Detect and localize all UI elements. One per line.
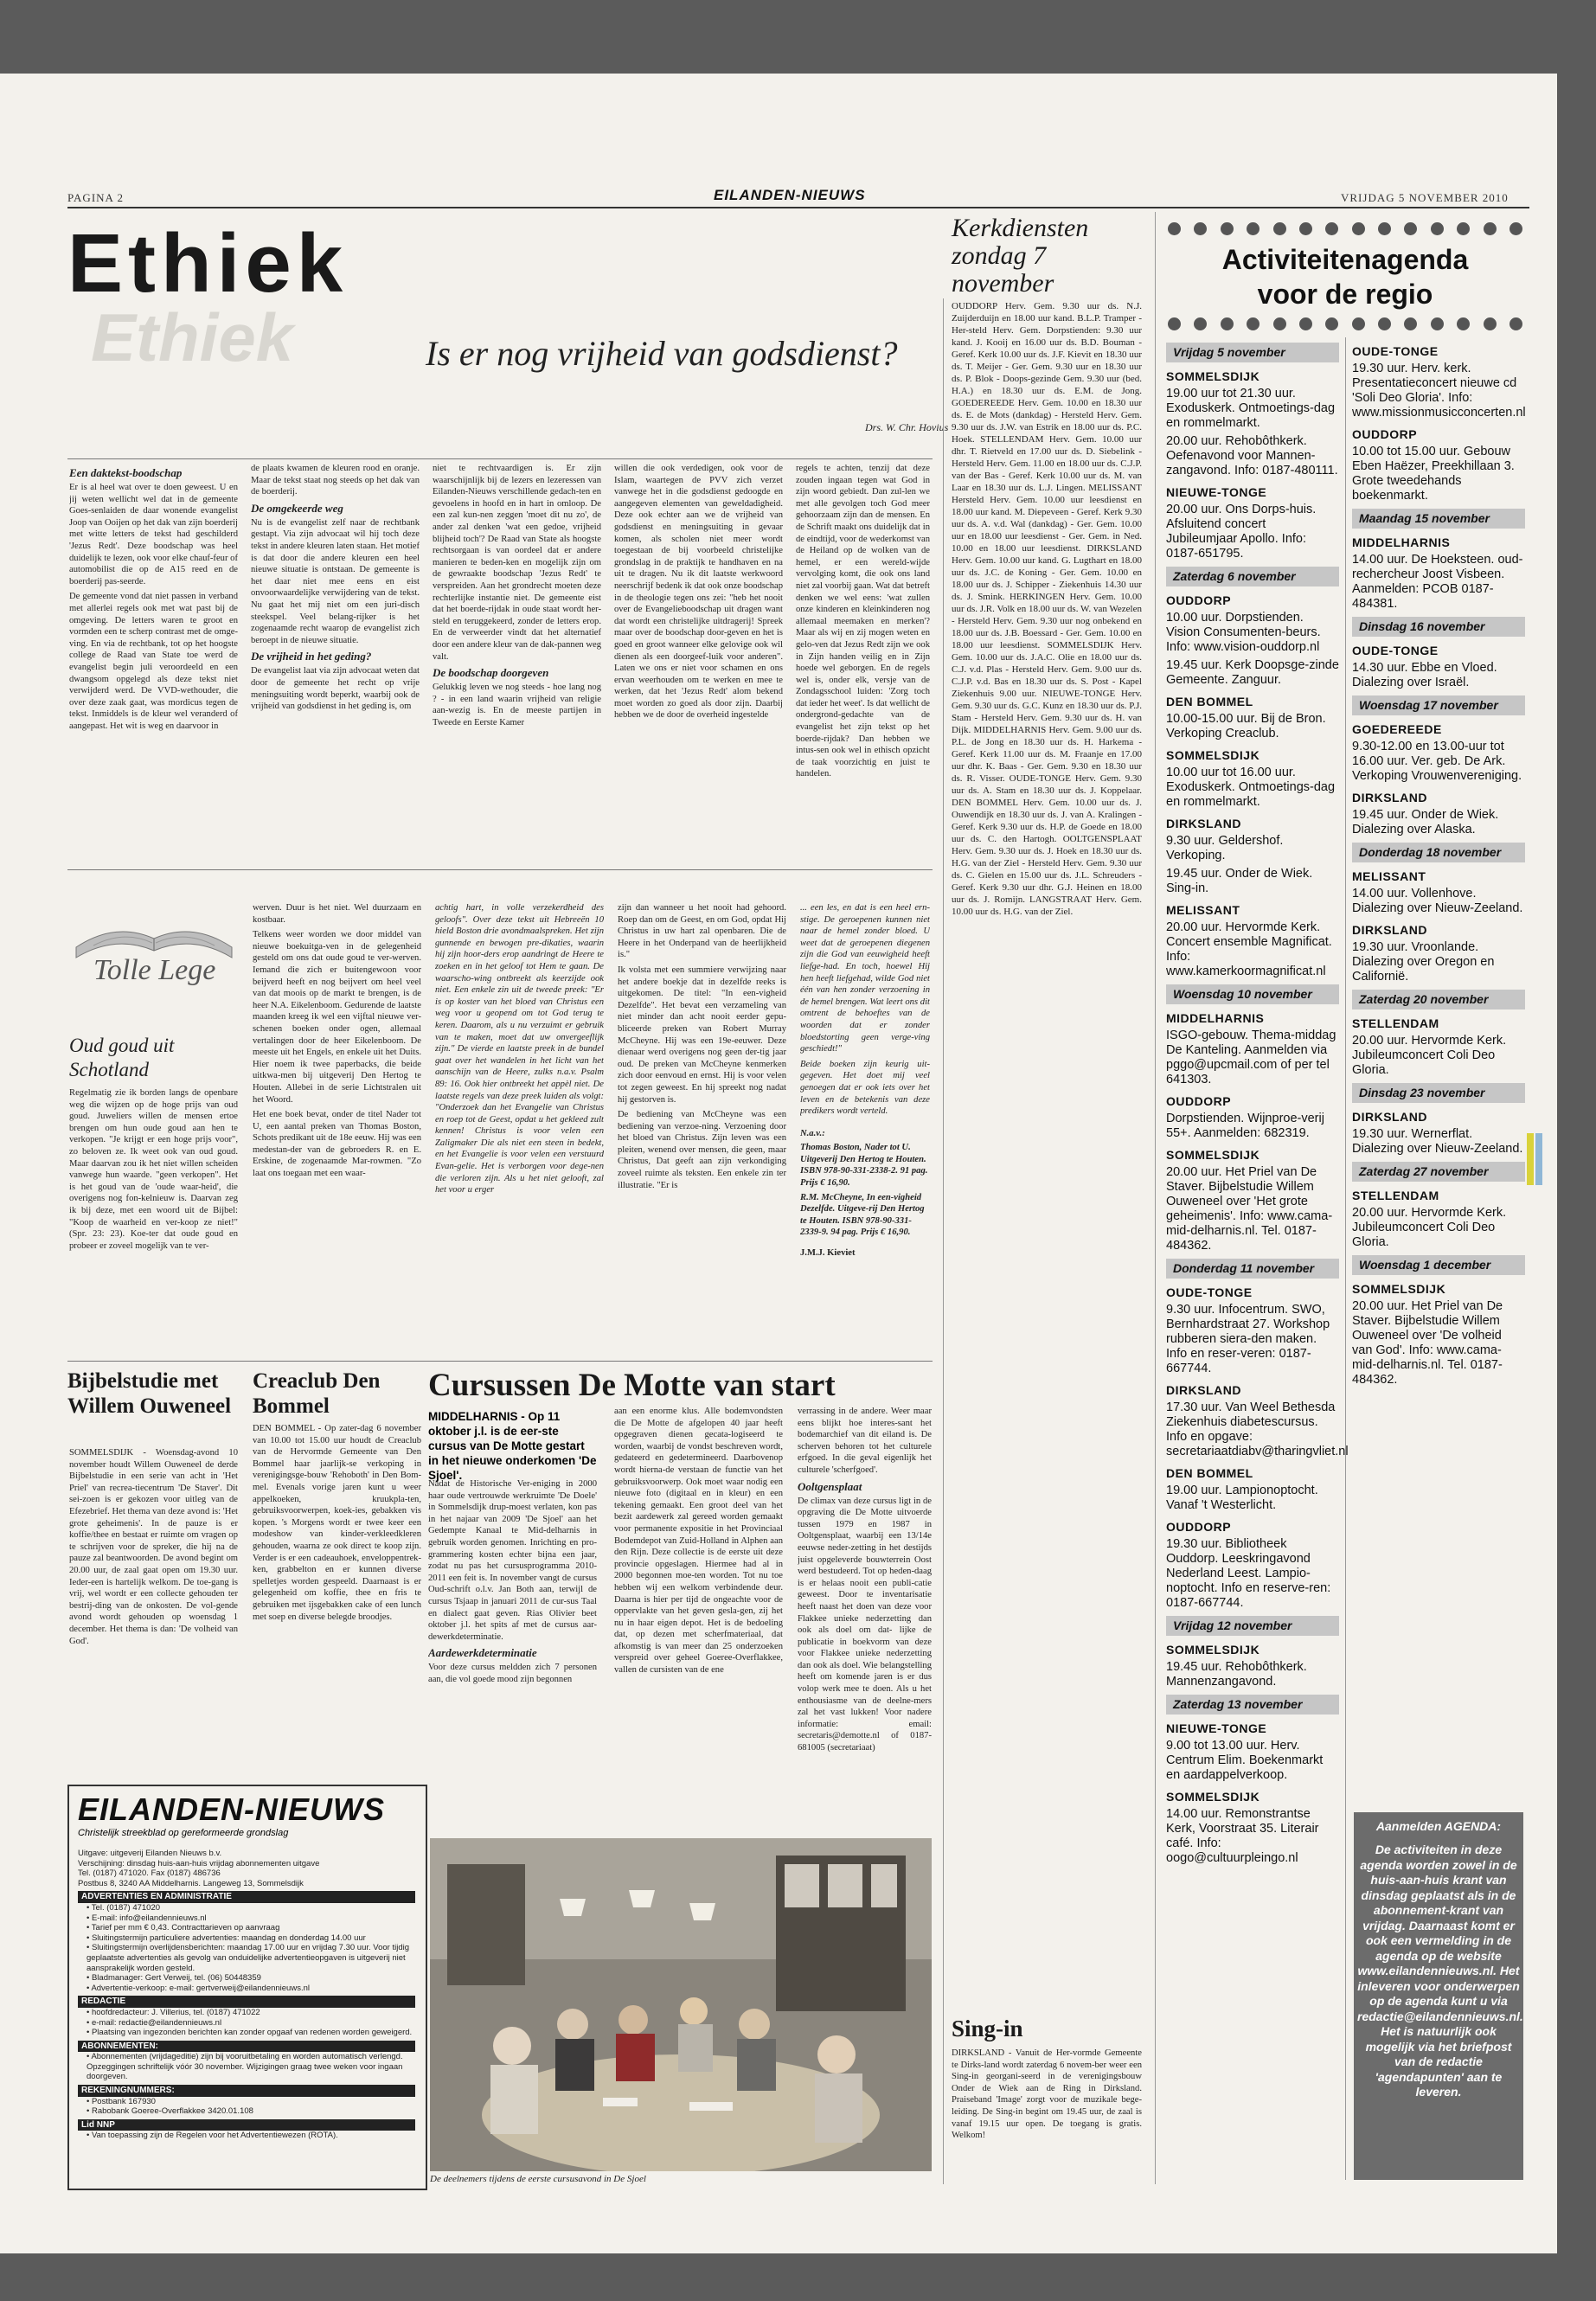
colophon-item: • e-mail: redactie@eilandennieuws.nl (87, 2017, 222, 2028)
paragraph: Regelmatig zie ik borden langs de openbare weg die wijzen op de hoge prijs van oud goud. Juweliers willen de mensen ertoe brengen om hun oude goud aan hen te verkopen. "Je krijgt er een hoge prijs voor", zo beloven ze. Ik weet ook van oud goud. Maar daarvan zou ik het niet willen scheiden vanwege hun waarde. "geen verkopen". Het is het goud van de 'oude waar-heid', die overigens nog fon-kelnieuw is. Daarvan zeg ik bij deze, met een woord uit de Bijbel: "Koop de waarheid en ver-koop ze niet!" (Spr. 23: 23). Koe-ter dat oude goud en probeer er zoveel mogelijk van te ver- (69, 1088, 238, 1251)
agenda-date: Woensdag 17 november (1352, 695, 1525, 715)
agenda-place: SOMMELSDIJK (1352, 1282, 1446, 1296)
agenda-entry: 19.30 uur. Vroonlande. Dialezing over Oregon en Californië. (1352, 940, 1495, 984)
motte-lead: MIDDELHARNIS - Op 11 oktober j.l. is de eer-ste cursus van De Motte gestart in het nieuwe onderkomen 'De Sjoel'. (428, 1410, 597, 1482)
agenda-place: STELLENDAM (1352, 1016, 1439, 1030)
agenda-entry: 20.00 uur. Hervormde Kerk. Jubileumconcert Coli Deo Gloria. (1352, 1034, 1507, 1077)
tolle-col-4 (618, 902, 786, 1352)
photo-caption: De deelnemers tijdens de eerste cursusavond in De Sjoel (430, 2174, 646, 2184)
page-label: PAGINA 2 (67, 191, 124, 204)
agenda-entry: 10.00-15.00 uur. Bij de Bron. Verkoping Creaclub. (1166, 712, 1326, 740)
colophon-section-head: Lid NNP (78, 2119, 415, 2131)
ethiek-headline: Is er nog vrijheid van godsdienst? (426, 334, 898, 373)
agenda-date: Donderdag 18 november (1352, 843, 1525, 862)
subheading: Een daktekst-boodschap (69, 466, 183, 479)
motte-col-3 (798, 1406, 932, 1834)
agenda-place: DIRKSLAND (1352, 791, 1427, 804)
agenda-date: Dinsdag 23 november (1352, 1083, 1525, 1103)
paragraph: Er is al heel wat over te doen geweest. U en jij weten wellicht wel dat in de gemeente Goes-senlaiden de daar wonende evangelist Joop van Ooijen op het dak van zijn boerderij met witte letters de tekst had geschilderd 'Jezus Redt'. Deze boodschap was heel duidelijk te lezen, ook voor elke chauf-feur of automobilist die op de A15 reed en de boerderij pas-seerde. (69, 483, 238, 586)
agenda-place: SOMMELSDIJK (1166, 748, 1260, 762)
book-1: Thomas Boston, Nader tot U. Uitgeverij Den Hertog te Houten. ISBN 978-90-331-2338-2. 91 pag. Prijs € 16,90. (800, 1143, 928, 1189)
agenda-date: Zaterdag 20 november (1352, 990, 1525, 1009)
paragraph: regels te achten, tenzij dat deze zouden ingaan tegen wat God in zijn woord gebiedt. Dan zul-len we met alle gevolgen toch God meer gehoorzaam zijn dan de mensen. En de Schrift maakt ons duidelijk dat in de eindtijd, voor de wederkomst van de Heiland op de wolken van de hemel, er een wereld-wijde vervolging komt, die ook ons land niet zal voorbij gaan. Wat dat betreft denken we wel eens: 'wat zullen onze kinderen en kleinkinderen nog allemaal meemaken en merken'? Maar als wij en zij mogen weten en gelo-ven dat Jezus Redt zijn we ook in Zijn handen veilig en in Zijn hoede wel geborgen. En de regels wel is, onder elk, versje van de Zondagsschool luiden: 'Zorg toch dat ieder het weet'. Is dat wellicht de ondergrond-gedachte van de evangelist het zijn tekst op het boerde-rijdak? Dan hebben we intus-sen ook wel in ethisch opzicht de taak voorzichtig en juist te handelen. (796, 464, 930, 779)
agenda-place: MIDDELHARNIS (1166, 1011, 1265, 1025)
colophon-item: • Sluitingstermijn particuliere advertenties: maandag en donderdag 14.00 uur (87, 1932, 366, 1943)
agenda-entry: 10.00 uur tot 16.00 uur. Exoduskerk. Ontmoetings-dag en rommelmarkt. (1166, 766, 1336, 809)
paragraph: Voor deze cursus meldden zich 7 personen aan, die vol goede mood zijn begonnen (428, 1663, 597, 1684)
agenda-place: MELISSANT (1166, 903, 1240, 917)
tolle-col-3 (435, 902, 604, 1352)
colophon-line: Uitgave: uitgeverij Eilanden Nieuws b.v. (78, 1849, 222, 1858)
bijbel-text: SOMMELSDIJK - Woensdag-avond 10 november houdt Willem Ouweneel de derde Bijbelstudie in een serie van acht in 'Het Priel' van recrea-tiecentrum 'De Staver'. Dit sei-zoen is er gekozen voor uitleg van de Efezebrief. Het thema van deze avond is: 'Het grote geheimenis'. In de pauze is er koffie/thee en bestaat er ruimte om vragen op te schrijven voor de spreker, die hij na de pauze zal beantwoorden. De avond begint om 20.00 uur, de zaal gaat open om 19.30 uur. Ieder-een is hartelijk welkom. De toe-gang is vrij, wel wordt er een collecte gehouden ter bestrij-ding van de onkosten. De vol-gende avond wordt gehouden op woensdag 1 december. Het thema is dan: 'De volheid van God'. (69, 1448, 238, 1646)
agenda-date: Zaterdag 6 november (1166, 567, 1339, 586)
agenda-col-1 (1166, 337, 1349, 1869)
course-photo (430, 1838, 932, 2171)
motte-col-2 (614, 1406, 783, 1834)
agenda-entry: 19.30 uur. Herv. kerk. Presentatieconcert nieuwe cd 'Soli Deo Gloria'. Info: www.missionmusicconcerten.nl (1352, 362, 1526, 420)
colophon-line: Postbus 8, 3240 AA Middelharnis. Langeweg 13, Sommelsdijk (78, 1878, 304, 1888)
bijbel-title: Bijbelstudie met Willem Ouweneel (67, 1369, 232, 1418)
creaclub-title: Creaclub Den Bommel (253, 1369, 381, 1418)
agenda-place: OUDDORP (1166, 1094, 1232, 1108)
tolle-lege-title: Tolle Lege (93, 954, 216, 986)
agenda-date: Maandag 15 november (1352, 509, 1525, 529)
colophon-section-head: REDACTIE (78, 1996, 415, 2008)
subheading: De omgekeerde weg (251, 501, 343, 515)
agenda-entry: 14.00 uur. Remonstrantse Kerk, Voorstraat 35. Literair café. Info: oogo@cultuurpleingo.nl (1166, 1807, 1319, 1865)
agenda-date: Woensdag 1 december (1352, 1255, 1525, 1275)
ethiek-col-4 (614, 463, 783, 861)
paragraph: De climax van deze cursus ligt in de opgraving die De Motte uitvoerde tussen 1979 en 1987 in Ooltgensplaat, waarbij een 13/14e eeuwse neder-zetting in het destijds juist opgeleverde bouwterrein Oost werd bestudeerd. Tot op heden-daag is er helaas nooit een publi-catie geweest. Door te inventarisatie heeft naast het doen van deze voor Flakkee unieke nederzetting dan ook als doel om dat- lijke de publicatie in boekvorm van deze voor Flakkee unieke nederzetting dan ook als doel. Wie belangstelling heeft om komende jaren is er dus volop werk mee te doen. Als u het enthousiasme van de deelne-mers zal het vast lukken! Voor nadere informatie: email: secretaris@demotte.nl of 0187-681005 (secretariaat) (798, 1496, 932, 1753)
paragraph: Ik volsta met een summiere verwijzing naar het andere boekje dat in dezelfde reeks is uitgekomen. De titel: "In een-vigheid Dezelfde". Het bevat een verzameling van niet minder dan acht nooit eerder gepu-bliceerde preken van Robert Murray McCheyne. Hij was een 19e-eeuwer. Deze dienaar werd overigens nog geen der-tig jaar oud. De preken van McCheyne kenmerken zich door eenvoud en ernst. Hij is voor velen tot zegen geweest. En hij spreekt nog nadat hij gestorven is. (618, 965, 786, 1105)
colophon-subtitle: Christelijk streekblad op gereformeerde grondslag (78, 1828, 289, 1838)
paragraph: niet te rechtvaardigen is. Er zijn waarschijnlijk bij de lezers en lezeressen van Eilanden-Nieuws verschillende gedach-ten en gevoelens in hoofd en in hart in omloop. De een zal kun-nen zeggen 'moet dit nu zo', de ander zal denken 'wat een gedoe, vrijheid blijheid toch'? De Raad van State als hoogste rechtsorgaan is van oordeel dat er andere manieren te beden-ken en mogelijk zijn om de gewraakte boodschap 'Jezus Redt' te verspreiden. Aan het grondrecht moeten deze rechterlijke instantie niet. De gemeente eist dat het boerde-rijdak in oude staat wordt her-steld en teruggekeerd, zonder de letters erop. En de verweerder vindt dat het alternatief door een andere kleur van de dak-pannen weg valt. (433, 464, 601, 662)
kerk-title: Kerkdiensten zondag 7 november (952, 214, 1089, 298)
paragraph: De bediening van McCheyne was een bediening van verzoe-ning. Verzoening door het bloed van Christus. Zijn leven was een pleiten, wenend over mensen, die geen, maar Christus, Dat geeft aan zijn verkondiging zoveel ruimte als teksten. Een enkele zin ter illustratie. "Er is (618, 1110, 786, 1190)
colophon-masthead: EILANDEN-NIEUWS (78, 1791, 385, 1827)
paragraph: De gemeente vond dat niet passen in verband met allerlei regels ook met wat past bij de omgeving. De letters waren te groot en vormden een te scherp contrast met de omge-ving. En via de rechtbank, tot op het hoogste college de Raad van State toe werd de evangelist begin juli veroordeeld en een dwangsom opgelegd als deze tekst niet verwijderd werd. De VVD-wethouder, die over deze zaak gaat, was mordicus tegen de tekst. Inmiddels is de kleur wel veranderd of aangepast. Het wit is weg en daarvoor in (69, 592, 238, 731)
print-color-bar-yellow (1527, 1133, 1534, 1185)
agenda-entry: 20.00 uur. Het Priel van De Staver. Bijbelstudie Willem Ouweneel over 'De volheid van God'. Info: www.cama-mid-delharnis.nl. Tel. 0187-484362. (1352, 1299, 1503, 1387)
agenda-place: OUDE-TONGE (1352, 644, 1439, 657)
book-nav: N.a.v.: (800, 1128, 825, 1138)
masthead-small: EILANDEN-NIEUWS (714, 187, 866, 203)
motte-col-1 (428, 1478, 597, 1833)
print-color-bar-cyan (1535, 1133, 1542, 1185)
paragraph: zijn dan wanneer u het nooit had gehoord. Roep dan om de Geest, en om God, opdat Hij Christus in uw hart zal openbaren. Die de Heere in het Onderpand van de heerlijkheid is." (618, 903, 786, 960)
paragraph: ... een les, en dat is een heel ern-stige. De geroepenen kunnen niet naar de hemel zonder bloed. U weet dat de geroepenen diegenen zijn die God van eeuwigheid heeft liefge-had. En toch, hoewel Hij hen heeft liefgehad, wilde God niet één van hen zonder verzoening in de hemel brengen. Wat leert ons dit omtrent de behoeftes van de woorden dat er zonder bloedstorting geen verge-ving geschiedt!" (800, 903, 930, 1054)
agenda-entry: 14.00 uur. Vollenhove. Dialezing over Nieuw-Zeeland. (1352, 887, 1523, 915)
agenda-place: SOMMELSDIJK (1166, 1790, 1260, 1804)
colophon-section-head: ADVERTENTIES EN ADMINISTRATIE (78, 1891, 415, 1903)
colophon-item: • Tel. (0187) 471020 (87, 1902, 161, 1913)
header-rule (67, 207, 1529, 208)
colophon-section-head: ABONNEMENTEN: (78, 2041, 415, 2053)
singin-title: Sing-in (952, 2016, 1023, 2041)
agenda-col-2 (1352, 337, 1525, 1391)
agenda-date: Zaterdag 13 november (1166, 1695, 1339, 1715)
agenda-place: DEN BOMMEL (1166, 1466, 1253, 1480)
agenda-place: OUDE-TONGE (1352, 344, 1439, 358)
singin-text: DIRKSLAND - Vanuit de Her-vormde Gemeente te Dirks-land wordt zaterdag 6 novem-ber weer een Sing-in georgani-seerd in de verenigingsbouw Onder de Wiek aan de Ring in Dirksland. Praiseband 'Image' zorgt voor de muzikale bege-leiding. De Sing-in begint om 19.45 uur, de zaal is vanaf 19.15 uur open. De toegang is gratis. Welkom! (952, 2048, 1142, 2141)
subheading: Aardewerkdeterminatie (428, 1646, 537, 1660)
agenda-entry: 20.00 uur. Rehobôthkerk. Oefenavond voor Mannen-zangavond. Info: 0187-480111. (1166, 434, 1338, 478)
colophon-item: • Abonnementen (vrijdageditie) zijn bij vooruitbetaling en worden automatisch verlengd. Opzeggingen schriftelijk vóór 30 november. Wijzigingen graag twee weken voor ingaan doorgeven. (87, 2052, 403, 2082)
agenda-entry: 20.00 uur. Hervormde Kerk. Concert ensemble Magnificat. Info: www.kamerkoormagnificat.nl (1166, 920, 1332, 978)
colophon-item: • Postbank 167930 (87, 2096, 156, 2106)
creaclub-text: DEN BOMMEL - Op zater-dag 6 november van 10.00 tot 15.00 uur houdt de Creaclub van de Hervormde Gemeente van Den Bommel haar jaarlijk-se verkoping in verenigingsge-bouw 'Rehoboth' in Den Bom-mel. Evenals vorige jaren kunt u weer appelkoeken, kruukpla-ten, gebruiksvoorwerpen, koek-ies, gebakken vis kopen. 's Morgens wordt er twee keer een modeshow van kinder-verkleedkleren gehouden, waarna ze ook direct te koop zijn. Verder is er een cadeauhoek, enveloppentrek-ken, grabbelton en er kunnen diverse spelletjes worden gespeeld. Daarnaast is er gelegenheid om koffie, thee en fris te gebruiken met ijsgebakken cake of een lunch met soep en diverse belegde broodjes. (253, 1424, 421, 1622)
agenda-place: DIRKSLAND (1352, 923, 1427, 937)
ethiek-col-3 (433, 463, 601, 861)
agenda-place: STELLENDAM (1352, 1189, 1439, 1202)
agenda-entry: 19.30 uur. Wernerflat. Dialezing over Nieuw-Zeeland. (1352, 1127, 1523, 1156)
colophon-item: • Van toepassing zijn de Regelen voor het Advertentiewezen (ROTA). (87, 2131, 338, 2141)
agenda-place: SOMMELSDIJK (1166, 369, 1260, 383)
course-photo-illustration (430, 1838, 932, 2171)
tolle-col-1 (69, 1087, 238, 1356)
agenda-entry: 10.00 tot 15.00 uur. Gebouw Eben Haëzer, Preekhillaan 3. Grote tweedehands boekenmarkt. (1352, 445, 1515, 503)
colophon-item: • E-mail: info@eilandennieuws.nl (87, 1913, 207, 1923)
agenda-place: SOMMELSDIJK (1166, 1643, 1260, 1657)
tolle-subtitle: Oud goud uit Schotland (69, 1035, 175, 1080)
agenda-entry: 10.00 uur. Dorpstienden. Vision Consumenten-beurs. Info: www.vision-ouddorp.nl (1166, 611, 1321, 654)
agenda-date: Dinsdag 16 november (1352, 617, 1525, 637)
agenda-entry: 19.30 uur. Bibliotheek Ouddorp. Leeskringavond Nederland Leest. Lampio-noptocht. Info en reserve-ren: 0187-667744. (1166, 1537, 1331, 1610)
agenda-entry: 19.00 uur. Lampionoptocht. Vanaf 't Westerlicht. (1166, 1484, 1318, 1512)
agenda-dots-bottom (1168, 317, 1522, 330)
ethiek-col-2 (251, 463, 420, 861)
paragraph: Beide boeken zijn keurig uit-gegeven. Het doet mij veel genoegen dat er ook iets over het leven en de betekenis van deze predikers wordt verteld. (800, 1059, 930, 1117)
agenda-entry: 20.00 uur. Ons Dorps-huis. Afsluitend concert Jubileumjaar Apollo. Info: 0187-651795. (1166, 503, 1317, 561)
agenda-entry: 19.00 uur tot 21.30 uur. Exoduskerk. Ontmoetings-dag en rommelmarkt. (1166, 387, 1336, 430)
agenda-place: DIRKSLAND (1352, 1110, 1427, 1124)
agenda-place: OUDDORP (1166, 593, 1232, 607)
agenda-entry: 19.45 uur. Onder de Wiek. Sing-in. (1166, 867, 1313, 895)
agenda-entry: 20.00 uur. Het Priel van De Staver. Bijbelstudie Willem Ouweneel over 'Het grote geheimenis'. Info: www.cama-mid-delharnis.nl. Tel. 0187-484362. (1166, 1165, 1333, 1253)
agenda-date: Zaterdag 27 november (1352, 1162, 1525, 1182)
paragraph: Nu is de evangelist zelf naar de rechtbank gestapt. Via zijn advocaat wil hij toch deze tekst in andere kleuren laten staan. Het motief is dat door die andere kleuren een heel nieuwe situatie is ontstaan. De gemeente is het daar niet mee eens en eist onvoorwaardelijke verwijdering van de tekst. Nu gaat het mij niet om een juri-disch steekspel. Veel belang-rijker is het zogenaamde recht waarop de evangelist zich beroept in de nieuwe situatie. (251, 517, 420, 645)
tolle-signature: J.M.J. Kieviet (800, 1248, 856, 1259)
colophon-item: • Sluitingstermijn overlijdensberichten: maandag 17.00 uur en vrijdag 7.30 uur. Voor tijdig geplaatste advertenties als gevolg van onduidelijke advertentieopgaven is uitgeverij niet aansprakelijk worden gesteld. (87, 1943, 409, 1973)
colophon-line: Tel. (0187) 471020. Fax (0187) 486736 (78, 1868, 221, 1879)
paragraph: Het ene boek bevat, onder de titel Nader tot U, een aantal preken van Thomas Boston, Schots predikant uit de 18e eeuw. Hij was een medestan-der van de gebroeders R. en E. Erskine, de zogenaamde Mar-rowmen. "Zo laat ons toegaan met een waar- (253, 1110, 421, 1179)
agenda-place: DEN BOMMEL (1166, 695, 1253, 708)
paragraph: willen die ook verdedigen, ook voor de Islam, waartegen de PVV zich verzet vanwege het in die godsdienst gedoogde en aangegeven elementen van geweldadigheid. Deze ook echter aan we de vrijheid van godsdienst en meningsuiting in gevaar komen, als scholen niet meer wordt toegestaan de bij voorbeeld christelijke grondslag in de praktijk te handhaven en na uit te dragen. Nu ik dit laatste werkwoord neerschrijf bedenk ik dat ook onze boodschap in de theologie tegen ons zei: "heb het nooit over de Evangelieboodschap uit dragen want dat wordt een christelijke uitdragerij! Spreek maar over de boodschap door-geven en het is goed en groot wanneer elke gelovige ook wil dienen als een doorgeef-luik voor anderen". Laten we ons er niet voor schamen en ons ervan weerhouden om te werken en mee te werken, dat het 'Jezus Redt' alom bekend moet worden zo goed als door zijn. Daarbij hebben we de door de overheid ingestelde (614, 464, 783, 721)
tolle-col-2 (253, 902, 421, 1352)
agenda-entry: Dorpstienden. Wijnproe-verij 55+. Aanmelden: 682319. (1166, 1112, 1324, 1140)
agenda-place: GOEDEREEDE (1352, 722, 1442, 736)
paragraph: De evangelist laat via zijn advocaat weten dat door de gemeente het recht op vrije meningsuiting wordt beperkt, waarbij ook de vrijheid van godsdienst in het geding is, om (251, 666, 420, 712)
agenda-place: DIRKSLAND (1166, 1383, 1241, 1397)
agenda-place: OUDDORP (1166, 1520, 1232, 1534)
paragraph: werven. Duur is het niet. Wel duurzaam en kostbaar. (253, 903, 421, 925)
colophon-section-head: REKENINGNUMMERS: (78, 2085, 415, 2097)
colophon-item: • Advertentie-verkoop: e-mail: gertverweij@eilandennieuws.nl (87, 1983, 310, 1993)
agenda-entry: ISGO-gebouw. Thema-middag De Kanteling. Aanmelden via pggo@upcmail.com of per tel 641303. (1166, 1029, 1336, 1086)
agenda-entry: 9.30 uur. Geldershof. Verkoping. (1166, 834, 1284, 862)
subheading: De vrijheid in het geding? (251, 650, 372, 663)
ethiek-col-5 (796, 463, 930, 861)
agenda-entry: 9.30-12.00 en 13.00-uur tot 16.00 uur. Ver. geb. De Ark. Verkoping Vrouwenvereniging. (1352, 740, 1522, 783)
subheading: De boodschap doorgeven (433, 666, 549, 680)
colophon-item: • Plaatsing van ingezonden berichten kan zonder opgaaf van redenen worden geweigerd. (87, 2028, 413, 2038)
section-title: Ethiek (67, 217, 349, 310)
paragraph: verrassing in de andere. Weer maar eens blijkt hoe interes-sant het bodemarchief van dit eiland is. De scherven behoren tot het culturele erfgoed. In die geval eigenlijk het culturele 'scherfgoed'. (798, 1407, 932, 1475)
colophon-box (67, 1785, 427, 2190)
agenda-place: MIDDELHARNIS (1352, 535, 1451, 549)
agenda-place: SOMMELSDIJK (1166, 1148, 1260, 1162)
paragraph: Telkens weer worden we door middel van nieuwe boekuitga-ven in de gelegenheid gesteld om ons dat oude goud te ver-werven. Iemand die zich er buitengewoon voor beijverd heeft en nog beijvert om heel veel van dat moois op de markt te brengen, is de heer N.A. Eikelenboom. Gedurende de laatste maanden kreeg ik wel een vijftal nieuwe ver-schenen boeken onder ogen, allemaal vertalingen door de heer Eikelenboom. De meeste uit het Engels, en enkele uit het Duits. Hier noem ik twee paperbacks, die beide uitkwa-men bij uitgeverij Den Hertog te Houten. Allebei in de serie Lichtstralen uit het Woord. (253, 930, 421, 1105)
agenda-info-box (1354, 1812, 1523, 2180)
agenda-entry: 17.30 uur. Van Weel Bethesda Ziekenhuis diabetescursus. Info en opgave: secretariaatdiabv@tharingvliet.nl (1166, 1400, 1349, 1458)
ethiek-col-1 (69, 463, 238, 861)
tolle-lege-logo (67, 895, 240, 990)
colophon-body (78, 1849, 415, 2141)
agenda-entry: 9.30 uur. Infocentrum. SWO, Bernhardstraat 27. Workshop rubberen siera-den maken. Info en reser-veren: 0187-667744. (1166, 1303, 1330, 1375)
colophon-item: • Bladmanager: Gert Verweij, tel. (06) 50448359 (87, 1973, 261, 1984)
agenda-entry: 19.45 uur. Rehobôthkerk. Mannenzangavond. (1166, 1660, 1307, 1689)
agenda-box-text: De activiteiten in deze agenda worden zowel in de huis-aan-huis krant van dinsdag geplaatst als in de abonnement-krant van vrijdag. Daarnaast komt er ook een vermelding in de agenda op de website www.eilandennieuws.nl. Het inleveren voor onderwerpen op de agenda kunt u via redactie@eilandennieuws.nl. Het is natuurlijk ook mogelijk via het briefpost van de redactie 'agendapunten' aan te leveren. (1357, 1843, 1523, 2099)
section-watermark: Ethiek (91, 299, 294, 375)
agenda-entry: 19.45 uur. Kerk Doopsge-zinde Gemeente. Zanguur. (1166, 658, 1339, 687)
agenda-entry: 20.00 uur. Hervormde Kerk. Jubileumconcert Coli Deo Gloria. (1352, 1206, 1507, 1249)
motte-title: Cursussen De Motte van start (428, 1368, 836, 1403)
agenda-title-1: Activiteitenagenda (1221, 244, 1469, 275)
tolle-col-5 (800, 902, 930, 1352)
agenda-title-2: voor de regio (1257, 279, 1433, 310)
kerk-text: OUDDORP Herv. Gem. 9.30 uur ds. N.J. Zuijderduijn en 18.00 uur kand. B.L.P. Tramper - Her-steld Herv. Gem. Dorpstienden: 9.30 uur kand. J. Kooij en 16.00 uur ds. B.D. Bouman - Geref. Kerk 10.00 uur ds. J.F. Kievit en 18.30 uur ds. T. Meijer - Ger. Gem. 9.30 uur en 18.30 uur ds. P. Blok - Doops-gezinde Gem. 9.30 uur (bed. H.A.) en 18.30 uur ds. E.M. de Jong. GOEDEREEDE Herv. Gem. 10.00 en 18.30 uur ds. E. de Mots (dankdag) - Hersteld Herv. Gem. 9.30 uur ds. J.W. van Estrik en 18.00 uur ds. P.C. Hoek. STELLENDAM Herv. Gem. 10.00 uur dhr. T. Rietveld en 17.00 uur ds. D. Siebelink - Hersteld Herv. Gem. 11.00 en 18.00 uur ds. C.J.P. van der Bas - Geref. Kerk 10.00 uur ds. M. van Laar en 18.30 uur ds. L.J. Lingen. MELISSANT Hersteld Herv. Gem. 10.00 uur leesdienst en 18.00 uur kand. M. Diepeveen - Geref. Kerk 9.30 uur ds. A. v.d. Wal (dankdag) - Ger. Gem. 10.00 uur en 18.00 uur leesdienst - Ger. Gem. in Ned. 10.00 en 18.00 uur leesdienst. DIRKSLAND Herv. Gem. 10.00 uur kand. G. Lugthart en 18.00 uur ds. J.C. de Koning - Ger. Gem. 10.00 en 18.00 uur ds. J. Schipper - Ziekenhuis 14.30 uur ds. J. Smink. HERKINGEN Herv. Gem. 10.00 uur ds. J.R. Volk en 18.00 uur ds. W. van Wezelen - Hersteld Herv. Gem. 9.30 uur nog onbekend en 18.00 uur ds. J.B. Boessard - Ger. Gem. 10.00 en 18.00 uur leesdienst. SOMMELSDIJK Herv. Gem. 10.00 uur ds. J.A.C. Olie en 18.00 uur ds. C.J. v.d. Plas - Hersteld Herv. Gem. 9.00 uur ds. C.J.P. v.d. Bas en 18.30 uur ds. S. Post - Kapel Ziekenhuis 9.00 uur. NIEUWE-TONGE Herv. Gem. 9.30 uur ds. G.C. Kunz en 18.30 uur ds. P.J. Stam - Hersteld Herv. Gem. 9.30 uur ds. H. van Dijk. MIDDELHARNIS Herv. Gem. 9.00 uur ds. P.L. de Jong en 18.30 uur ds. H. Harkema - Geref. Kerk 11.00 uur ds. M. Fraanje en 17.00 uur dhr. K. Baas - Ger. Gem. 9.30 en 18.30 uur ds. R. Visser. OUDE-TONGE Herv. Gem. 9.30 uur ds. A. Stam en 18.30 uur ds. J. Koppelaar. DEN BOMMEL Herv. Gem. 10.00 uur ds. J. Ouwendijk en 18.30 uur ds. J. van A. Kralingen - Geref. Kerk 9.30 uur ds. H.P. de Goede en 18.00 uur ds. C. den Hartogh. OOLTGENSPLAAT Herv. Gem. 9.30 uur ds. J. Hoek en 18.30 uur ds. H.G. van der Ziel - Hersteld Herv. Gem. 9.30 uur ds. C. Gielen en 15.00 uur ds. J.L. Schreuders - Geref. Kerk 9.30 uur dhr. G.J. Heinen en 18.00 uur ds. J. Romijn. LANGSTRAAT Herv. Gem. 10.00 uur ds. H.G. van der Ziel. (952, 301, 1142, 917)
agenda-entry: 14.00 uur. De Hoeksteen. oud-rechercheur Joost Visbeen. Aanmelden: PCOB 0187-484381. (1352, 553, 1523, 611)
tolle-col-5-text (800, 902, 930, 1121)
paragraph: Gelukkig leven we nog steeds - hoe lang nog ? - in een land waarin vrijheid van religie aan-wezig is. En de meeste partijen in Tweede en Eerste Kamer (433, 683, 601, 727)
agenda-place: OUDDORP (1352, 427, 1418, 441)
colophon-line: Verschijning: dinsdag huis-aan-huis vrijdag abonnementen uitgave (78, 1858, 320, 1868)
agenda-box-title: Aanmelden AGENDA: (1375, 1819, 1502, 1833)
agenda-entry: 14.30 uur. Ebbe en Vloed. Dialezing over Israël. (1352, 661, 1497, 689)
ethiek-author: Drs. W. Chr. Hovius (865, 421, 949, 433)
newspaper-page (0, 74, 1557, 2253)
agenda-place: OUDE-TONGE (1166, 1285, 1253, 1299)
paragraph: Nadat de Historische Ver-eniging in 2000 haar oude vertrouwde werkruimte 'De Doele' in Sommelsdijk drup-moest verlaten, kon pas in het najaar van 2009 'De Sjoel' aan het Gedempte Kanaal te Mid-delharnis in gebruik worden genomen. Inrichting en pro-grammering kosten echter bijna een jaar, zodat nu pas het cursusprogramma 2010-2011 een feit is. In november vangt de cursus Oud-schrift o.l.v. Jan Both aan, terwijl de cursus Tsjaap in januari 2011 de cur-sus Taal en dialect gaat geven. Rias Olivier beet oktober j.l. het spits af met de cursus aar-dewerkdeterminatie. (428, 1479, 597, 1642)
agenda-place: NIEUWE-TONGE (1166, 1721, 1267, 1735)
agenda-date: Vrijdag 12 november (1166, 1616, 1339, 1636)
issue-date: VRIJDAG 5 NOVEMBER 2010 (1341, 191, 1509, 204)
colophon-item: • hoofdredacteur: J. Villerius, tel. (0187) 471022 (87, 2007, 260, 2017)
agenda-date: Vrijdag 5 november (1166, 343, 1339, 362)
paragraph: aan een enorme klus. Alle bodemvondsten die De Motte de afgelopen 40 jaar heeft opgegraven dienen gecata-logiseerd te worden, waarbij de vondst beschreven wordt, gedateerd en gedetermineerd. Daarbovenop wordt hierna-de verstaan de functie van het gebruiksvoorwerp. Ook moet waar nodig een nieuwe foto (digitaal en in kleur) en een tekening gemaakt. Een groot deel van het bezit aardewerk zal gereed worden gemaakt voor permanente expositie in het Provinciaal Bodemdepot van Zuid-Holland in Alphen aan den Rijn. Deze collectie is de eerste uit deze provincie opgeslagen. Hiermee had al in 2000 begonnen moe-ten worden. Tot nu toe hebben wij een welkom verbindende deur. Daarna is hier per tijd de ongeachte voor de oppervlakte van het geven gesla-gen, zij het nu in haar eigen depot. Het is de bedoeling dat, op dezen met scherfmateriaal, dat afkomstig is van meer dan 25 onderzoeken verspreid over geheel Goeree-Overflakkee, vallen de cursisten van de ene (614, 1407, 783, 1676)
colophon-item: • Rabobank Goeree-Overflakkee 3420.01.108 (87, 2106, 253, 2117)
paragraph: de plaats kwamen de kleuren rood en oranje. Maar de tekst staat nog steeds op het dak van de boerderij. (251, 464, 420, 497)
book-2: R.M. McCheyne, In een-vigheid Dezelfde. Uitgeve-rij Den Hertog te Houten. ISBN 978-90-331-2339-9. 94 pag. Prijs € 16,90. (800, 1192, 925, 1238)
subheading: Ooltgensplaat (798, 1479, 862, 1493)
agenda-entry: 19.45 uur. Onder de Wiek. Dialezing over Alaska. (1352, 808, 1499, 836)
agenda-entry: 9.00 tot 13.00 uur. Herv. Centrum Elim. Boekenmarkt en aardappelverkoop. (1166, 1739, 1324, 1782)
agenda-place: MELISSANT (1352, 869, 1426, 883)
agenda-dots-top (1168, 222, 1522, 235)
agenda-place: NIEUWE-TONGE (1166, 485, 1267, 499)
agenda-date: Donderdag 11 november (1166, 1259, 1339, 1279)
colophon-item: • Tarief per mm € 0,43. Contracttarieven op aanvraag (87, 1923, 280, 1933)
agenda-place: DIRKSLAND (1166, 817, 1241, 830)
agenda-date: Woensdag 10 november (1166, 984, 1339, 1004)
paragraph: achtig hart, in volle verzekerdheid des geloofs". Over deze tekst uit Hebreeën 10 hield Boston drie avondmaalspreken. Het zijn gunnende en bewogen pre-dikaties, waarin hij zijn hoor-ders erop aandringt de Heere te zoeken en in het geloof tot Hem te gaan. De waarscho-wing ontbreekt als keerzijde ook niet. Een enkele zin uit de tweede preek: "Er is op koster van het bloed van Christus een weg voor u geopend om tot God terug te keren. Daarom, als u nu verzuimt er gebruik van te maken, moet dat uw onvergeeflijk zijn." De vierde en laatste preek in de bundel gaat over het wandelen in het licht van het aanschijn van de Heere, zulks n.a.v. Psalm 89: 16. Ook hier ontbreekt het appèl niet. De laatste regels van deze preek luiden als volgt: "Onderzoek dan het Evangelie van Christus en roep tot de Geest, opdat u het gekleed zult kennen! Christus is voor velen een Zaligmaker Die als niet een steen in bedekt, en het Evangelie is voor velen een verstuurd Evan-gelie. Het is verborgen voor dege-nen die verloren zijn. Als u het niet gelooft, zal het voor u erger (435, 903, 604, 1195)
